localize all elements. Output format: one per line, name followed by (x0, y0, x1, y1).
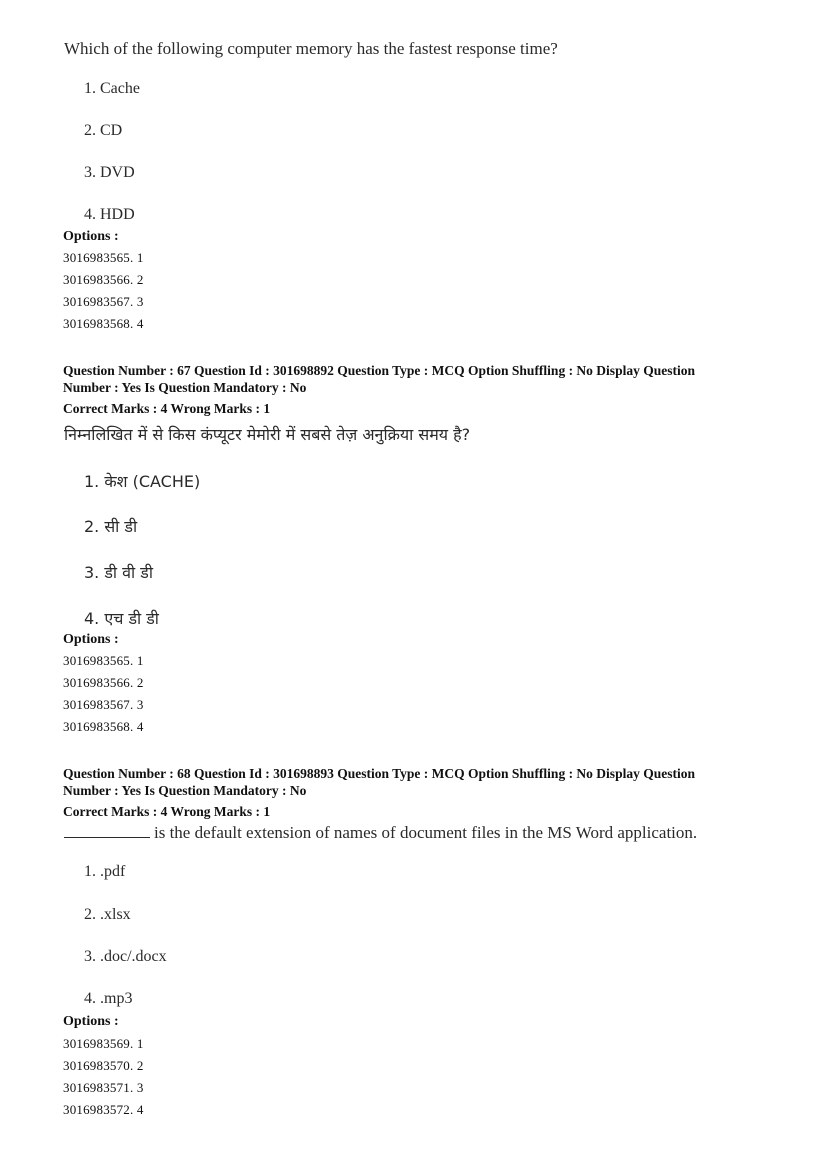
question-68-option-4: 4. .mp3 (84, 990, 133, 1007)
question-68-option-id-3: 3016983571. 3 (63, 1080, 144, 1095)
question-66-option-1: 1. Cache (84, 80, 140, 97)
question-67-options-label: Options : (63, 632, 119, 647)
question-67-meta-line-2: Number : Yes Is Question Mandatory : No (63, 380, 307, 395)
question-68-option-id-2: 3016983570. 2 (63, 1058, 144, 1073)
fill-in-blank (64, 825, 150, 838)
question-68-option-1: 1. .pdf (84, 863, 126, 880)
question-68-text-line (64, 823, 697, 843)
question-67-option-id-3: 3016983567. 3 (63, 697, 144, 712)
question-68-option-id-4: 3016983572. 4 (63, 1102, 144, 1117)
question-66-option-id-3: 3016983567. 3 (63, 294, 144, 309)
question-66-option-3: 3. DVD (84, 164, 135, 181)
question-67-option-id-1: 3016983565. 1 (63, 653, 144, 668)
question-66-option-id-1: 3016983565. 1 (63, 250, 144, 265)
question-68-meta-line-2: Number : Yes Is Question Mandatory : No (63, 783, 307, 798)
question-68-option-2: 2. .xlsx (84, 906, 131, 923)
question-67-option-1: 1. केश (CACHE) (84, 472, 201, 491)
question-67-option-2: 2. सी डी (84, 517, 138, 536)
question-67-marks: Correct Marks : 4 Wrong Marks : 1 (63, 401, 271, 416)
question-68-options-label: Options : (63, 1014, 119, 1029)
question-66-option-4: 4. HDD (84, 206, 135, 223)
question-68-meta-line-1: Question Number : 68 Question Id : 301698893 Question Type : MCQ Option Shuffling : No Display Question (63, 766, 695, 781)
question-66-option-id-2: 3016983566. 2 (63, 272, 144, 287)
question-66-option-id-4: 3016983568. 4 (63, 316, 144, 331)
question-67-option-id-4: 3016983568. 4 (63, 719, 144, 734)
question-68-option-id-1: 3016983569. 1 (63, 1036, 144, 1051)
question-67-option-4: 4. एच डी डी (84, 609, 159, 628)
question-67-option-3: 3. डी वी डी (84, 563, 153, 582)
question-67-meta-line-1: Question Number : 67 Question Id : 301698892 Question Type : MCQ Option Shuffling : No Display Question (63, 363, 695, 378)
question-67-text: निम्नलिखित में से किस कंप्यूटर मेमोरी में सबसे तेज़ अनुक्रिया समय है? (64, 425, 471, 444)
question-68-marks: Correct Marks : 4 Wrong Marks : 1 (63, 804, 271, 819)
question-68-text: is the default extension of names of document files in the MS Word application. (154, 823, 698, 842)
question-66-text: Which of the following computer memory has the fastest response time? (64, 39, 558, 58)
question-66-option-2: 2. CD (84, 122, 123, 139)
question-67-option-id-2: 3016983566. 2 (63, 675, 144, 690)
question-66-options-label: Options : (63, 229, 119, 244)
question-68-option-3: 3. .doc/.docx (84, 948, 167, 965)
